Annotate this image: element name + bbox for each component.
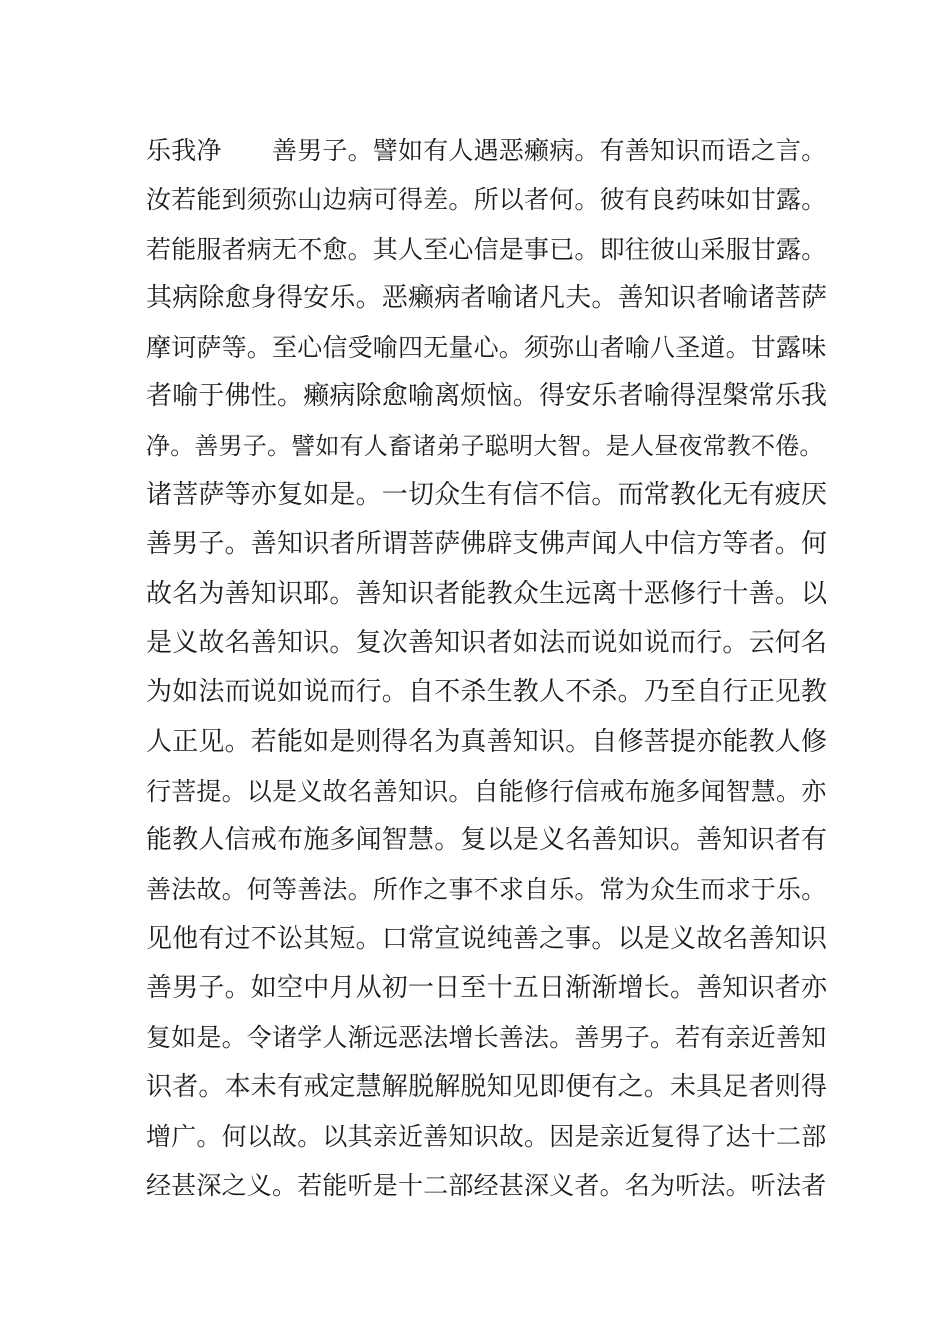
text-line-16: 善法故。何等善法。所作之事不求自乐。常为众生而求于乐。 bbox=[146, 875, 827, 905]
text-line-11: 是义故名善知识。复次善知识者如法而说如说而行。云何名 bbox=[146, 627, 828, 658]
text-line-5: 摩诃萨等。至心信受喻四无量心。须弥山者喻八圣道。甘露味 bbox=[146, 333, 827, 363]
text-line-2: 汝若能到须弥山边病可得差。所以者何。彼有良药味如甘露。 bbox=[146, 185, 827, 215]
text-line-22: 经甚深之义。若能听是十二部经甚深义者。名为听法。听法者 bbox=[146, 1171, 827, 1201]
text-line-3: 若能服者病无不愈。其人至心信是事已。即往彼山采服甘露。 bbox=[146, 234, 827, 264]
text-line-7: 净。善男子。譬如有人畜诸弟子聪明大智。是人昼夜常教不倦。 bbox=[146, 431, 824, 460]
text-line-19: 复如是。令诸学人渐远恶法增长善法。善男子。若有亲近善知 bbox=[146, 1023, 827, 1053]
text-line-8: 诸菩萨等亦复如是。一切众生有信不信。而常教化无有疲厌 bbox=[146, 480, 828, 511]
text-line-1: 乐我净 善男子。譬如有人遇恶癞病。有善知识而语之言。 bbox=[146, 136, 827, 165]
text-line-6: 者喻于佛性。癞病除愈喻离烦恼。得安乐者喻得涅槃常乐我 bbox=[146, 381, 828, 412]
text-line-13: 人正见。若能如是则得名为真善知识。自修菩提亦能教人修 bbox=[146, 726, 828, 757]
body-text bbox=[146, 126, 826, 1211]
text-line-17: 见他有过不讼其短。口常宣说纯善之事。以是义故名善知识 bbox=[146, 923, 828, 954]
text-line-21: 增广。何以故。以其亲近善知识故。因是亲近复得了达十二部 bbox=[146, 1121, 827, 1151]
text-line-14: 行菩提。以是义故名善知识。自能修行信戒布施多闻智慧。亦 bbox=[146, 776, 827, 806]
text-line-4: 其病除愈身得安乐。恶癞病者喻诸凡夫。善知识者喻诸菩萨 bbox=[146, 282, 828, 313]
text-line-9: 善男子。善知识者所谓菩萨佛辟支佛声闻人中信方等者。何 bbox=[146, 529, 828, 560]
text-line-20: 识者。本未有戒定慧解脱解脱知见即便有之。未具足者则得 bbox=[146, 1071, 828, 1102]
text-line-10: 故名为善知识耶。善知识者能教众生远离十恶修行十善。以 bbox=[146, 578, 828, 609]
text-line-15: 能教人信戒布施多闻智慧。复以是义名善知识。善知识者有 bbox=[146, 825, 828, 856]
text-line-12: 为如法而说如说而行。自不杀生教人不杀。乃至自行正见教 bbox=[146, 677, 828, 708]
text-line-18: 善男子。如空中月从初一日至十五日渐渐增长。善知识者亦 bbox=[146, 973, 828, 1004]
